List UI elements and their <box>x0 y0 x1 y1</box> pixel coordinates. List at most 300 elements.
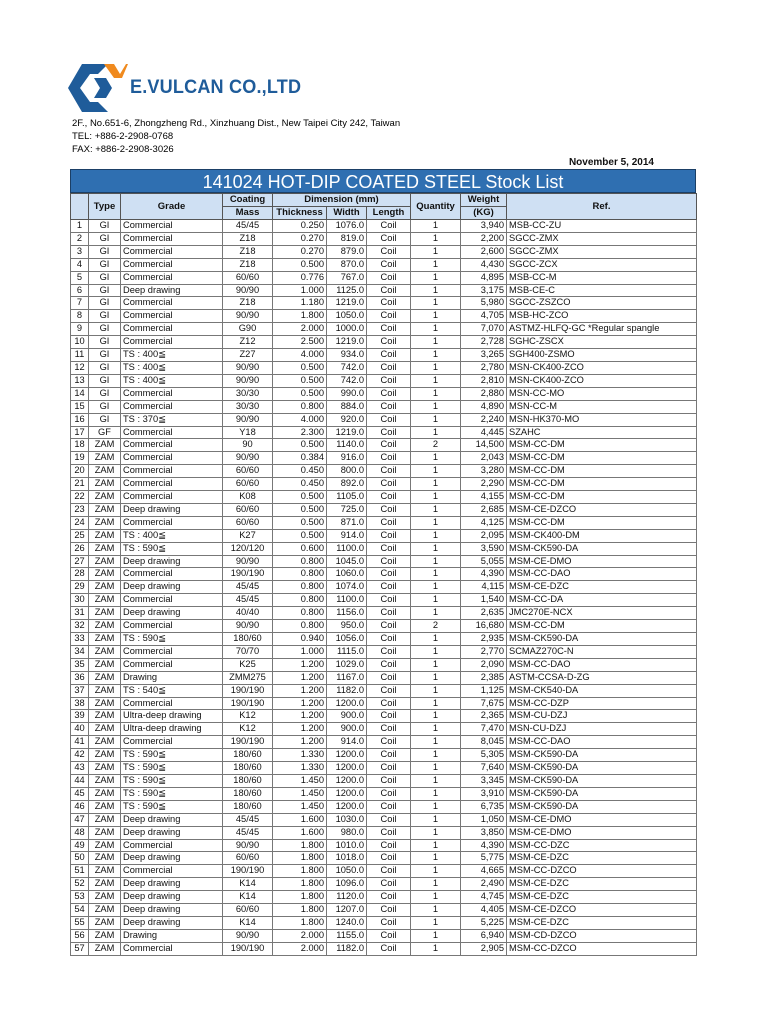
cell-quantity: 1 <box>411 865 461 878</box>
cell-coating: 30/30 <box>223 400 273 413</box>
cell-length: Coil <box>367 336 411 349</box>
cell-ref: SCMAZ270C-N <box>507 645 697 658</box>
table-row <box>71 762 697 775</box>
cell-thickness: 0.250 <box>273 220 327 233</box>
cell-thickness: 0.800 <box>273 555 327 568</box>
cell-thickness: 0.800 <box>273 620 327 633</box>
cell-coating: 180/60 <box>223 774 273 787</box>
cell-grade: Commercial <box>121 220 223 233</box>
cell-width: 1200.0 <box>327 774 367 787</box>
cell-thickness: 0.940 <box>273 633 327 646</box>
cell-weight: 5,225 <box>461 916 507 929</box>
cell-no: 11 <box>71 349 89 362</box>
cell-no: 34 <box>71 645 89 658</box>
cell-length: Coil <box>367 361 411 374</box>
cell-length: Coil <box>367 852 411 865</box>
cell-coating: 60/60 <box>223 271 273 284</box>
cell-length: Coil <box>367 839 411 852</box>
cell-length: Coil <box>367 516 411 529</box>
cell-width: 990.0 <box>327 387 367 400</box>
cell-grade: Commercial <box>121 310 223 323</box>
cell-coating: 60/60 <box>223 478 273 491</box>
company-address: 2F., No.651-6, Zhongzheng Rd., Xinzhuang Dist., New Taipei City 242, Taiwan <box>72 118 401 129</box>
cell-no: 48 <box>71 826 89 839</box>
cell-type: GI <box>89 271 121 284</box>
header-grade: Grade <box>121 194 223 220</box>
cell-ref: MSM-CK590-DA <box>507 762 697 775</box>
cell-type: GI <box>89 323 121 336</box>
cell-quantity: 1 <box>411 942 461 955</box>
cell-weight: 2,600 <box>461 245 507 258</box>
cell-coating: 180/60 <box>223 633 273 646</box>
table-row <box>71 220 697 233</box>
header-coating: Coating <box>223 194 273 207</box>
cell-width: 1100.0 <box>327 542 367 555</box>
cell-grade: Ultra-deep drawing <box>121 723 223 736</box>
cell-weight: 2,880 <box>461 387 507 400</box>
cell-quantity: 1 <box>411 774 461 787</box>
cell-ref: SGCC-ZSZCO <box>507 297 697 310</box>
cell-length: Coil <box>367 374 411 387</box>
table-row <box>71 516 697 529</box>
table-row <box>71 839 697 852</box>
cell-type: ZAM <box>89 645 121 658</box>
cell-grade: Commercial <box>121 271 223 284</box>
cell-width: 914.0 <box>327 736 367 749</box>
cell-thickness: 1.330 <box>273 749 327 762</box>
cell-coating: K25 <box>223 658 273 671</box>
cell-width: 1056.0 <box>327 633 367 646</box>
cell-weight: 4,115 <box>461 581 507 594</box>
table-row <box>71 671 697 684</box>
cell-thickness: 0.800 <box>273 607 327 620</box>
cell-quantity: 1 <box>411 361 461 374</box>
cell-type: ZAM <box>89 916 121 929</box>
table-row <box>71 426 697 439</box>
cell-grade: TS : 540≦ <box>121 684 223 697</box>
cell-grade: Commercial <box>121 865 223 878</box>
cell-coating: Z18 <box>223 245 273 258</box>
cell-ref: MSM-CE-DMO <box>507 813 697 826</box>
table-row <box>71 774 697 787</box>
cell-ref: SZAHC <box>507 426 697 439</box>
cell-ref: MSM-CC-DAO <box>507 568 697 581</box>
cell-length: Coil <box>367 426 411 439</box>
cell-no: 4 <box>71 258 89 271</box>
table-row <box>71 245 697 258</box>
cell-thickness: 0.776 <box>273 271 327 284</box>
cell-grade: Commercial <box>121 478 223 491</box>
cell-length: Coil <box>367 542 411 555</box>
cell-grade: Commercial <box>121 491 223 504</box>
cell-width: 916.0 <box>327 452 367 465</box>
cell-coating: 90/90 <box>223 839 273 852</box>
cell-width: 1200.0 <box>327 749 367 762</box>
cell-no: 28 <box>71 568 89 581</box>
cell-ref: MSM-CE-DZC <box>507 852 697 865</box>
table-row <box>71 284 697 297</box>
cell-thickness: 4.000 <box>273 349 327 362</box>
cell-width: 767.0 <box>327 271 367 284</box>
cell-ref: MSM-CC-DZC <box>507 839 697 852</box>
cell-no: 26 <box>71 542 89 555</box>
cell-no: 12 <box>71 361 89 374</box>
cell-ref: MSM-CK400-DM <box>507 529 697 542</box>
cell-thickness: 1.800 <box>273 839 327 852</box>
cell-ref: MSM-CC-DM <box>507 439 697 452</box>
cell-type: ZAM <box>89 620 121 633</box>
cell-thickness: 0.500 <box>273 387 327 400</box>
cell-ref: SGCC-ZMX <box>507 232 697 245</box>
cell-type: ZAM <box>89 942 121 955</box>
header-weight-unit: (KG) <box>461 207 507 220</box>
cell-coating: 90/90 <box>223 361 273 374</box>
cell-quantity: 1 <box>411 529 461 542</box>
cell-quantity: 1 <box>411 568 461 581</box>
cell-width: 1030.0 <box>327 813 367 826</box>
cell-quantity: 1 <box>411 762 461 775</box>
cell-ref: MSM-CC-DZP <box>507 697 697 710</box>
cell-quantity: 1 <box>411 787 461 800</box>
stock-table <box>70 193 697 956</box>
cell-width: 1219.0 <box>327 336 367 349</box>
cell-quantity: 1 <box>411 503 461 516</box>
cell-coating: 45/45 <box>223 581 273 594</box>
cell-weight: 2,043 <box>461 452 507 465</box>
cell-thickness: 0.500 <box>273 374 327 387</box>
cell-weight: 4,125 <box>461 516 507 529</box>
table-row <box>71 232 697 245</box>
cell-no: 52 <box>71 878 89 891</box>
cell-grade: Commercial <box>121 258 223 271</box>
cell-thickness: 0.800 <box>273 568 327 581</box>
header-ref: Ref. <box>507 194 697 220</box>
cell-grade: Drawing <box>121 929 223 942</box>
cell-ref: MSM-CC-DZCO <box>507 942 697 955</box>
cell-type: GF <box>89 426 121 439</box>
cell-weight: 2,635 <box>461 607 507 620</box>
cell-width: 900.0 <box>327 710 367 723</box>
cell-thickness: 0.800 <box>273 594 327 607</box>
cell-thickness: 1.330 <box>273 762 327 775</box>
cell-thickness: 0.500 <box>273 491 327 504</box>
table-row <box>71 800 697 813</box>
cell-type: ZAM <box>89 581 121 594</box>
table-row <box>71 645 697 658</box>
cell-quantity: 1 <box>411 374 461 387</box>
cell-type: GI <box>89 336 121 349</box>
cell-length: Coil <box>367 491 411 504</box>
cell-coating: 90/90 <box>223 310 273 323</box>
cell-weight: 4,665 <box>461 865 507 878</box>
cell-thickness: 0.270 <box>273 245 327 258</box>
cell-weight: 3,940 <box>461 220 507 233</box>
header-length: Length <box>367 207 411 220</box>
cell-ref: MSM-CE-DZC <box>507 891 697 904</box>
cell-type: ZAM <box>89 762 121 775</box>
cell-type: ZAM <box>89 607 121 620</box>
cell-length: Coil <box>367 749 411 762</box>
cell-coating: Z27 <box>223 349 273 362</box>
cell-thickness: 2.000 <box>273 323 327 336</box>
cell-width: 1050.0 <box>327 865 367 878</box>
cell-length: Coil <box>367 658 411 671</box>
cell-coating: 190/190 <box>223 568 273 581</box>
cell-grade: TS : 590≦ <box>121 762 223 775</box>
table-row <box>71 323 697 336</box>
cell-thickness: 1.800 <box>273 865 327 878</box>
cell-weight: 5,980 <box>461 297 507 310</box>
cell-ref: MSM-CC-DAO <box>507 736 697 749</box>
cell-width: 1219.0 <box>327 426 367 439</box>
table-row <box>71 503 697 516</box>
cell-length: Coil <box>367 568 411 581</box>
cell-type: ZAM <box>89 813 121 826</box>
cell-width: 1167.0 <box>327 671 367 684</box>
cell-coating: 190/190 <box>223 942 273 955</box>
cell-length: Coil <box>367 503 411 516</box>
cell-ref: MSM-CK590-DA <box>507 774 697 787</box>
cell-quantity: 1 <box>411 232 461 245</box>
cell-type: ZAM <box>89 723 121 736</box>
cell-no: 18 <box>71 439 89 452</box>
table-row <box>71 723 697 736</box>
cell-weight: 8,045 <box>461 736 507 749</box>
cell-ref: MSM-CK590-DA <box>507 633 697 646</box>
cell-grade: Deep drawing <box>121 581 223 594</box>
cell-length: Coil <box>367 387 411 400</box>
cell-weight: 2,090 <box>461 658 507 671</box>
cell-no: 33 <box>71 633 89 646</box>
cell-thickness: 0.450 <box>273 478 327 491</box>
table-row <box>71 310 697 323</box>
table-row <box>71 529 697 542</box>
cell-coating: 90/90 <box>223 555 273 568</box>
cell-type: ZAM <box>89 904 121 917</box>
cell-no: 51 <box>71 865 89 878</box>
cell-quantity: 1 <box>411 633 461 646</box>
cell-quantity: 1 <box>411 297 461 310</box>
cell-quantity: 1 <box>411 813 461 826</box>
cell-thickness: 1.200 <box>273 697 327 710</box>
table-row <box>71 413 697 426</box>
cell-width: 1010.0 <box>327 839 367 852</box>
cell-quantity: 1 <box>411 542 461 555</box>
cell-width: 800.0 <box>327 465 367 478</box>
cell-thickness: 1.200 <box>273 684 327 697</box>
cell-no: 47 <box>71 813 89 826</box>
cell-coating: K14 <box>223 878 273 891</box>
cell-thickness: 0.500 <box>273 439 327 452</box>
cell-width: 920.0 <box>327 413 367 426</box>
cell-grade: Drawing <box>121 671 223 684</box>
cell-coating: G90 <box>223 323 273 336</box>
cell-quantity: 1 <box>411 658 461 671</box>
cell-grade: Deep drawing <box>121 607 223 620</box>
cell-width: 1050.0 <box>327 310 367 323</box>
cell-grade: Commercial <box>121 400 223 413</box>
cell-thickness: 2.300 <box>273 426 327 439</box>
cell-width: 914.0 <box>327 529 367 542</box>
cell-coating: K08 <box>223 491 273 504</box>
cell-weight: 4,390 <box>461 568 507 581</box>
cell-coating: 180/60 <box>223 762 273 775</box>
cell-type: ZAM <box>89 878 121 891</box>
table-row <box>71 916 697 929</box>
cell-coating: 180/60 <box>223 749 273 762</box>
cell-ref: ASTMZ-HLFQ-GC *Regular spangle <box>507 323 697 336</box>
cell-thickness: 1.200 <box>273 658 327 671</box>
cell-grade: Commercial <box>121 245 223 258</box>
cell-no: 57 <box>71 942 89 955</box>
cell-ref: SGH400-ZSMO <box>507 349 697 362</box>
cell-grade: Commercial <box>121 297 223 310</box>
cell-width: 1045.0 <box>327 555 367 568</box>
cell-width: 900.0 <box>327 723 367 736</box>
cell-width: 1096.0 <box>327 878 367 891</box>
cell-type: ZAM <box>89 684 121 697</box>
cell-ref: MSN-CU-DZJ <box>507 723 697 736</box>
cell-coating: 190/190 <box>223 697 273 710</box>
cell-length: Coil <box>367 594 411 607</box>
cell-grade: Commercial <box>121 594 223 607</box>
cell-thickness: 1.800 <box>273 916 327 929</box>
cell-no: 3 <box>71 245 89 258</box>
cell-width: 742.0 <box>327 374 367 387</box>
cell-weight: 4,890 <box>461 400 507 413</box>
table-row <box>71 813 697 826</box>
cell-type: ZAM <box>89 465 121 478</box>
cell-thickness: 4.000 <box>273 413 327 426</box>
cell-length: Coil <box>367 762 411 775</box>
cell-coating: 180/60 <box>223 787 273 800</box>
cell-no: 39 <box>71 710 89 723</box>
cell-weight: 2,200 <box>461 232 507 245</box>
cell-width: 1120.0 <box>327 891 367 904</box>
cell-grade: Commercial <box>121 452 223 465</box>
cell-ref: MSM-CC-DA <box>507 594 697 607</box>
cell-quantity: 1 <box>411 684 461 697</box>
cell-thickness: 2.000 <box>273 929 327 942</box>
cell-type: GI <box>89 374 121 387</box>
cell-length: Coil <box>367 826 411 839</box>
cell-quantity: 1 <box>411 555 461 568</box>
cell-coating: K14 <box>223 891 273 904</box>
cell-thickness: 1.600 <box>273 813 327 826</box>
cell-ref: MSM-CK590-DA <box>507 787 697 800</box>
cell-type: GI <box>89 258 121 271</box>
cell-quantity: 1 <box>411 878 461 891</box>
cell-quantity: 1 <box>411 349 461 362</box>
cell-width: 725.0 <box>327 503 367 516</box>
cell-grade: Commercial <box>121 620 223 633</box>
cell-weight: 16,680 <box>461 620 507 633</box>
cell-quantity: 1 <box>411 516 461 529</box>
cell-weight: 2,095 <box>461 529 507 542</box>
cell-length: Coil <box>367 736 411 749</box>
cell-coating: Z18 <box>223 232 273 245</box>
cell-length: Coil <box>367 297 411 310</box>
cell-no: 32 <box>71 620 89 633</box>
cell-weight: 2,685 <box>461 503 507 516</box>
cell-coating: K12 <box>223 723 273 736</box>
cell-coating: 180/60 <box>223 800 273 813</box>
cell-quantity: 1 <box>411 749 461 762</box>
cell-grade: TS : 590≦ <box>121 542 223 555</box>
cell-length: Coil <box>367 465 411 478</box>
table-row <box>71 452 697 465</box>
table-row <box>71 710 697 723</box>
cell-ref: SGHC-ZSCX <box>507 336 697 349</box>
cell-ref: MSN-HK370-MO <box>507 413 697 426</box>
cell-quantity: 1 <box>411 336 461 349</box>
cell-quantity: 2 <box>411 620 461 633</box>
cell-coating: 90/90 <box>223 413 273 426</box>
cell-quantity: 1 <box>411 607 461 620</box>
cell-coating: 60/60 <box>223 852 273 865</box>
cell-no: 50 <box>71 852 89 865</box>
cell-thickness: 1.000 <box>273 645 327 658</box>
cell-weight: 3,175 <box>461 284 507 297</box>
cell-weight: 1,125 <box>461 684 507 697</box>
cell-width: 934.0 <box>327 349 367 362</box>
cell-grade: TS : 590≦ <box>121 633 223 646</box>
cell-coating: 190/190 <box>223 684 273 697</box>
cell-no: 44 <box>71 774 89 787</box>
cell-length: Coil <box>367 439 411 452</box>
cell-length: Coil <box>367 284 411 297</box>
table-row <box>71 749 697 762</box>
cell-width: 1000.0 <box>327 323 367 336</box>
cell-ref: MSM-CE-DZC <box>507 878 697 891</box>
cell-length: Coil <box>367 723 411 736</box>
header-type: Type <box>89 194 121 220</box>
cell-no: 56 <box>71 929 89 942</box>
cell-type: GI <box>89 387 121 400</box>
cell-grade: Commercial <box>121 568 223 581</box>
cell-no: 54 <box>71 904 89 917</box>
cell-type: ZAM <box>89 929 121 942</box>
cell-weight: 2,770 <box>461 645 507 658</box>
cell-weight: 5,055 <box>461 555 507 568</box>
table-row <box>71 865 697 878</box>
cell-weight: 7,640 <box>461 762 507 775</box>
cell-weight: 3,910 <box>461 787 507 800</box>
cell-grade: Deep drawing <box>121 878 223 891</box>
cell-no: 43 <box>71 762 89 775</box>
cell-ref: MSB-CC-M <box>507 271 697 284</box>
cell-coating: 45/45 <box>223 826 273 839</box>
cell-thickness: 0.384 <box>273 452 327 465</box>
cell-thickness: 2.000 <box>273 942 327 955</box>
cell-grade: Deep drawing <box>121 284 223 297</box>
cell-grade: Commercial <box>121 232 223 245</box>
cell-quantity: 1 <box>411 426 461 439</box>
cell-grade: Deep drawing <box>121 555 223 568</box>
cell-quantity: 2 <box>411 439 461 452</box>
cell-type: ZAM <box>89 491 121 504</box>
cell-quantity: 1 <box>411 323 461 336</box>
cell-no: 20 <box>71 465 89 478</box>
cell-thickness: 0.500 <box>273 503 327 516</box>
cell-length: Coil <box>367 310 411 323</box>
cell-quantity: 1 <box>411 916 461 929</box>
cell-type: GI <box>89 361 121 374</box>
cell-type: ZAM <box>89 478 121 491</box>
table-row <box>71 555 697 568</box>
stock-list-title: 141024 HOT-DIP COATED STEEL Stock List <box>70 169 696 193</box>
cell-weight: 5,305 <box>461 749 507 762</box>
